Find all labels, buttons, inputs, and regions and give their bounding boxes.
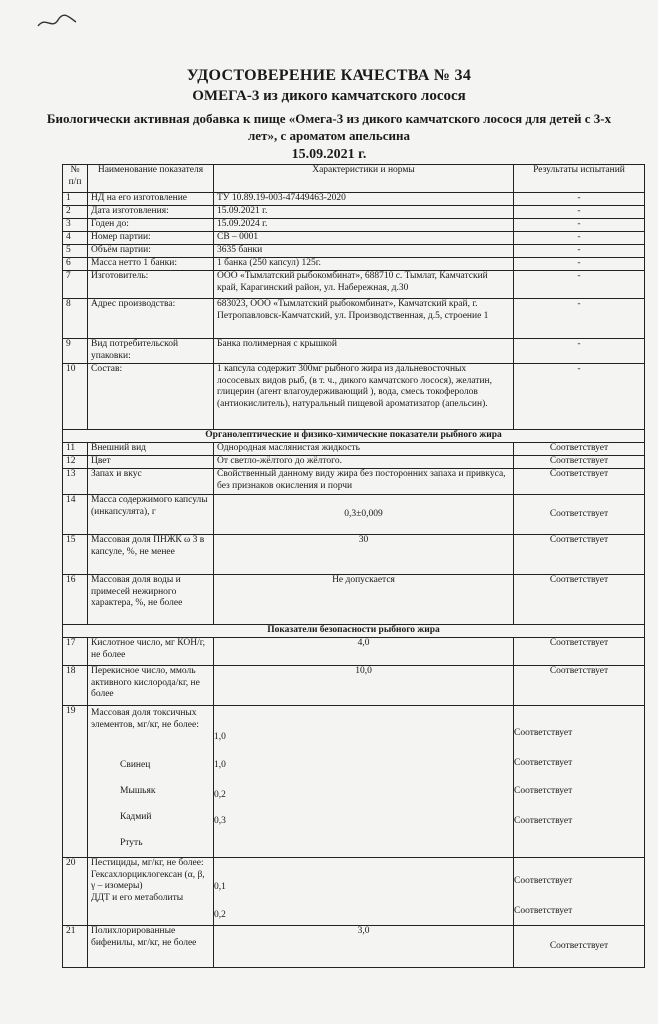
header-num: № п/п <box>63 165 88 193</box>
table-row <box>63 339 645 364</box>
pesticide-label: Гексахлорциклогексан (α, β, γ – изомеры) <box>91 869 205 891</box>
header-result: Результаты испытаний <box>514 165 645 193</box>
row-spec: От светло-жёлтого до жёлтого. <box>214 456 514 469</box>
section-title: Органолептические и физико-химические показатели рыбного жира <box>63 430 645 443</box>
row-num: 4 <box>63 232 88 245</box>
table-row <box>63 535 645 575</box>
row-spec: 683023, ООО «Тымлатский рыбокомбинат», Камчатский край, г. Петропавловск-Камчатский, ул. Производственная, д.5, строение 1 <box>214 299 514 339</box>
row-result: Соответствует <box>514 638 645 666</box>
table-row <box>63 271 645 299</box>
pesticide-label: ДДТ и его метаболиты <box>91 892 184 903</box>
row-name: НД на его изготовление <box>88 193 214 206</box>
row-spec <box>214 858 514 926</box>
row-name: Состав: <box>88 364 214 430</box>
row-name: Кислотное число, мг КОН/г, не более <box>88 638 214 666</box>
row-num: 18 <box>63 666 88 706</box>
table-row <box>63 638 645 666</box>
row-name: Годен до: <box>88 219 214 232</box>
row-num: 3 <box>63 219 88 232</box>
table-row <box>63 219 645 232</box>
section-title: Показатели безопасности рыбного жира <box>63 625 645 638</box>
row-num: 21 <box>63 926 88 968</box>
row-num: 19 <box>63 706 88 858</box>
row-num: 9 <box>63 339 88 364</box>
row-spec: ТУ 10.89.19-003-47449463-2020 <box>214 193 514 206</box>
toxic-label: Кадмий <box>120 812 152 822</box>
row-spec: СВ – 0001 <box>214 232 514 245</box>
table-row <box>63 443 645 456</box>
row-name <box>88 706 214 858</box>
row-result: - <box>514 193 645 206</box>
row-spec: 4,0 <box>214 638 514 666</box>
row-num: 8 <box>63 299 88 339</box>
row-spec: 15.09.2021 г. <box>214 206 514 219</box>
document-date: 15.09.2021 г. <box>291 147 367 162</box>
table-row-pesticides <box>63 858 645 926</box>
toxic-result: Соответствует <box>514 816 573 826</box>
section-row <box>63 625 645 638</box>
row-result: Соответствует <box>514 469 645 495</box>
table-row-toxic <box>63 706 645 858</box>
row-spec: 0,3±0,009 <box>214 495 514 535</box>
table-row <box>63 232 645 245</box>
row-name: Вид потребительской упаковки: <box>88 339 214 364</box>
row-spec: 15.09.2024 г. <box>214 219 514 232</box>
table-row <box>63 193 645 206</box>
toxic-result: Соответствует <box>514 786 573 796</box>
row-spec: Однородная маслянистая жидкость <box>214 443 514 456</box>
product-name: ОМЕГА-3 из дикого камчатского лосося <box>192 88 466 104</box>
table-row <box>63 575 645 625</box>
toxic-result: Соответствует <box>514 758 573 768</box>
row-name: Массовая доля ПНЖК ω 3 в капсуле, %, не менее <box>88 535 214 575</box>
row-num: 13 <box>63 469 88 495</box>
row-spec <box>214 706 514 858</box>
row-num: 20 <box>63 858 88 926</box>
table-row <box>63 258 645 271</box>
row-num: 12 <box>63 456 88 469</box>
row-result: - <box>514 299 645 339</box>
table-row <box>63 245 645 258</box>
header-spec: Характеристики и нормы <box>214 165 514 193</box>
row-spec: 30 <box>214 535 514 575</box>
row-name: Внешний вид <box>88 443 214 456</box>
row-result: Соответствует <box>514 575 645 625</box>
row-num: 1 <box>63 193 88 206</box>
document-title: УДОСТОВЕРЕНИЕ КАЧЕСТВА № 34 <box>186 67 472 84</box>
row-name-text: Массовая доля токсичных элементов, мг/кг, не более: <box>91 708 199 730</box>
row-num: 2 <box>63 206 88 219</box>
row-result: - <box>514 271 645 299</box>
row-result: Соответствует <box>514 666 645 706</box>
toxic-spec: 0,2 <box>214 790 226 800</box>
row-name: Запах и вкус <box>88 469 214 495</box>
toxic-label: Мышьяк <box>120 786 156 796</box>
pesticide-spec: 0,1 <box>214 882 226 892</box>
row-name: Масса нетто 1 банки: <box>88 258 214 271</box>
quality-table <box>62 164 645 968</box>
row-name: Перекисное число, ммоль активного кислорода/кг, не более <box>88 666 214 706</box>
table-row <box>63 299 645 339</box>
row-num: 7 <box>63 271 88 299</box>
toxic-spec: 1,0 <box>214 760 226 770</box>
row-name: Дата изготовления: <box>88 206 214 219</box>
row-result: - <box>514 339 645 364</box>
table-row <box>63 456 645 469</box>
row-result: Соответствует <box>514 535 645 575</box>
row-result: Соответствует <box>514 456 645 469</box>
table-row <box>63 469 645 495</box>
toxic-result: Соответствует <box>514 728 573 738</box>
row-result <box>514 706 645 858</box>
row-num: 10 <box>63 364 88 430</box>
row-spec: Свойственный данному виду жира без посторонних запаха и привкуса, без признаков окисления и порчи <box>214 469 514 495</box>
row-result: - <box>514 232 645 245</box>
toxic-spec: 1,0 <box>214 732 226 742</box>
table-row <box>63 206 645 219</box>
row-spec: 10,0 <box>214 666 514 706</box>
row-spec: 1 банка (250 капсул) 125г. <box>214 258 514 271</box>
row-result: - <box>514 245 645 258</box>
row-num: 16 <box>63 575 88 625</box>
header-name: Наименование показателя <box>88 165 214 193</box>
table-header-row <box>63 165 645 193</box>
row-num: 5 <box>63 245 88 258</box>
pesticide-result: Соответствует <box>514 906 573 916</box>
row-name: Адрес производства: <box>88 299 214 339</box>
table-row <box>63 666 645 706</box>
row-result <box>514 858 645 926</box>
row-name: Изготовитель: <box>88 271 214 299</box>
row-spec: 1 капсула содержит 300мг рыбного жира из дальневосточных лососевых видов рыб, (в т. ч., дикого камчатского лосося), желатин, глицерин (агент влагоудерживающий ), вода, смесь токоферолов (антиокислитель), натуральный пищевой ароматизатор (апельсин). <box>214 364 514 430</box>
pesticide-result: Соответствует <box>514 876 573 886</box>
row-name: Полихлорированные бифенилы, мг/кг, не более <box>88 926 214 968</box>
row-name: Объём партии: <box>88 245 214 258</box>
row-num: 15 <box>63 535 88 575</box>
row-result: Соответствует <box>514 495 645 535</box>
table-row <box>63 495 645 535</box>
row-name: Массовая доля воды и примесей нежирного характера, %, не более <box>88 575 214 625</box>
row-spec: 3635 банки <box>214 245 514 258</box>
product-subtitle: Биологически активная добавка к пище «Омега-3 из дикого камчатского лосося для детей с 3-х лет», с ароматом апельсина <box>46 111 612 143</box>
document-header <box>0 66 658 163</box>
toxic-label: Свинец <box>120 760 151 770</box>
row-name: Номер партии: <box>88 232 214 245</box>
toxic-label: Ртуть <box>120 838 143 848</box>
toxic-spec: 0,3 <box>214 816 226 826</box>
row-result: Соответствует <box>514 926 645 968</box>
row-name: Цвет <box>88 456 214 469</box>
row-result: Соответствует <box>514 443 645 456</box>
row-spec: Банка полимерная с крышкой <box>214 339 514 364</box>
row-num: 6 <box>63 258 88 271</box>
row-num: 17 <box>63 638 88 666</box>
row-spec: Не допускается <box>214 575 514 625</box>
row-name: Масса содержимого капсулы (инкапсулята), г <box>88 495 214 535</box>
pen-mark-icon <box>36 12 78 32</box>
row-result: - <box>514 258 645 271</box>
row-result: - <box>514 219 645 232</box>
row-result: - <box>514 364 645 430</box>
row-spec: 3,0 <box>214 926 514 968</box>
row-num: 14 <box>63 495 88 535</box>
table-row <box>63 926 645 968</box>
row-name <box>88 858 214 926</box>
pesticide-spec: 0,2 <box>214 910 226 920</box>
row-num: 11 <box>63 443 88 456</box>
row-result: - <box>514 206 645 219</box>
row-name-text: Пестициды, мг/кг, не более: <box>91 858 204 868</box>
row-spec: ООО «Тымлатский рыбокомбинат», 688710 с. Тымлат, Камчатский край, Карагинский район, ул. Набережная, д.30 <box>214 271 514 299</box>
table-row <box>63 364 645 430</box>
section-row <box>63 430 645 443</box>
